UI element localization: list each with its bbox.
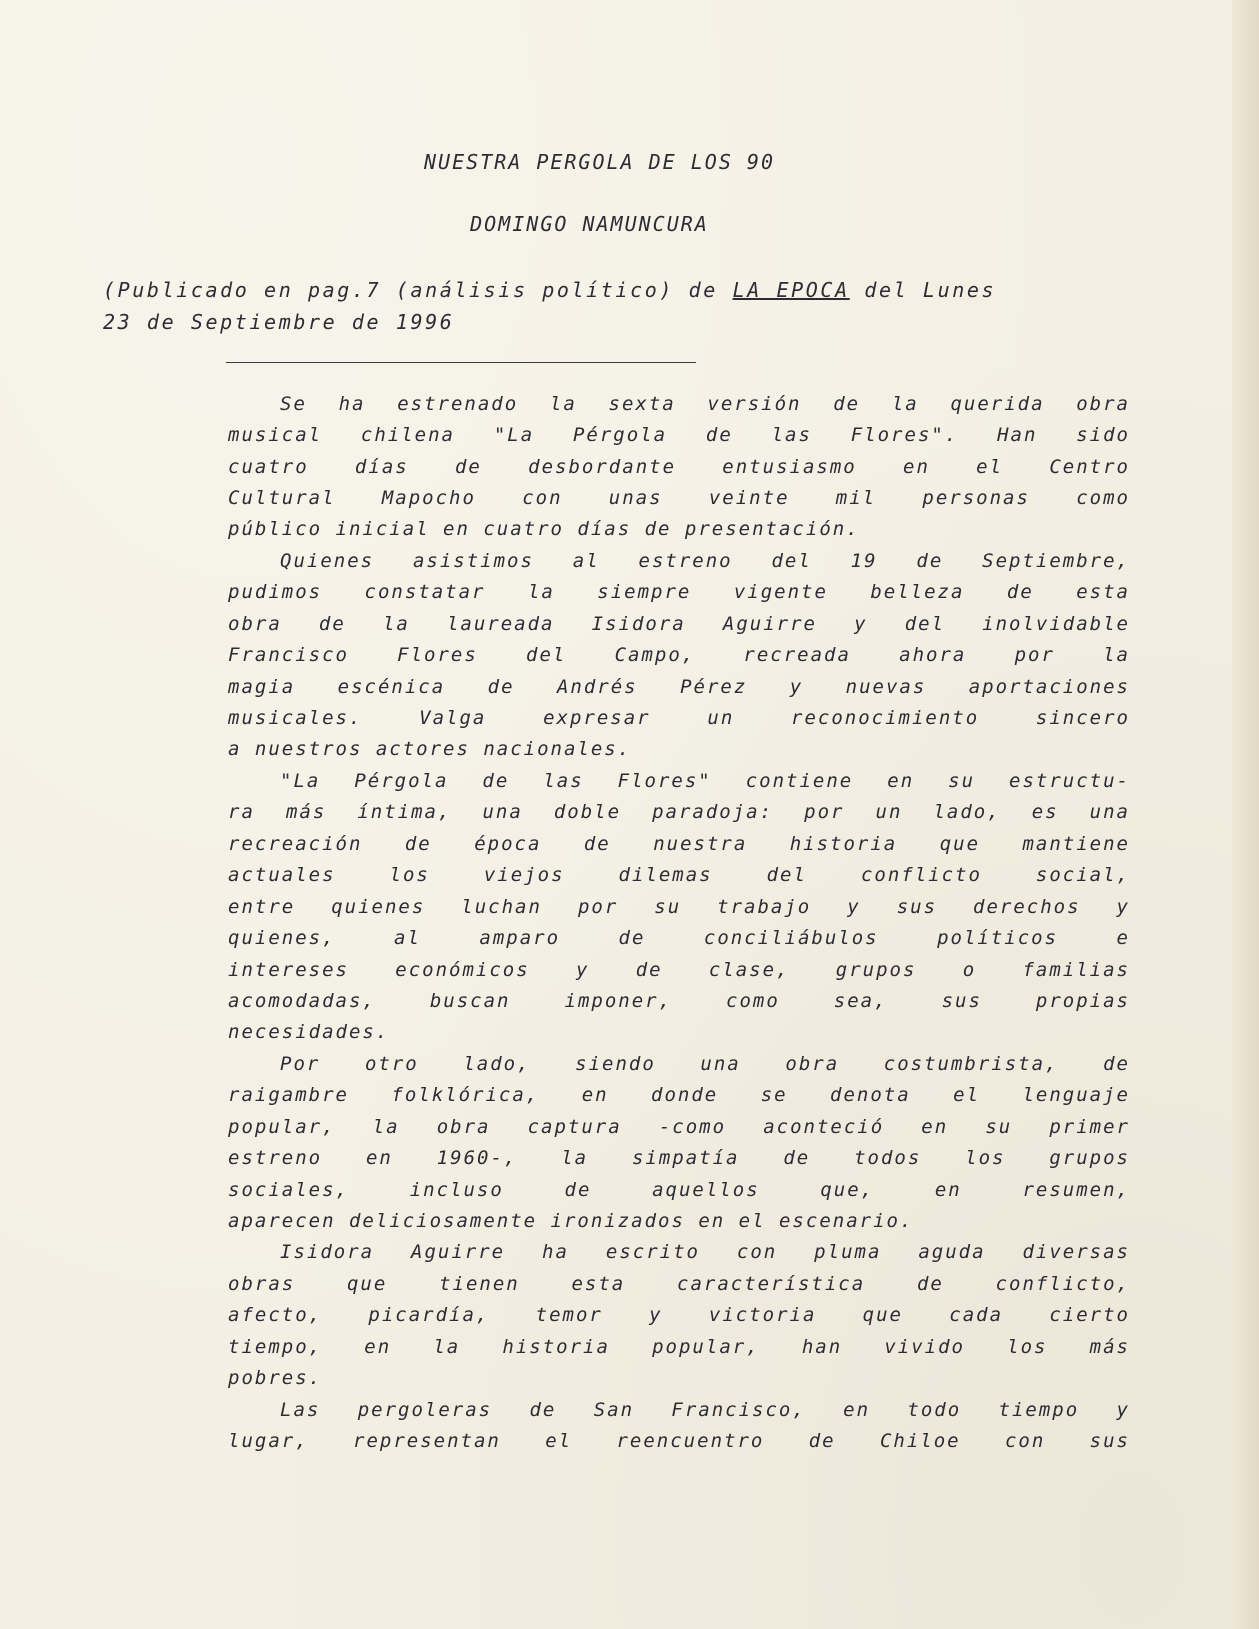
body-line: Por otro lado, siendo una obra costumbrista, de (280, 1053, 1130, 1075)
body-line: sociales, incluso de aquellos que, en resumen, (228, 1179, 1130, 1201)
document-author: DOMINGO NAMUNCURA (470, 212, 709, 236)
body-line: estreno en 1960-, la simpatía de todos los grupos (228, 1147, 1130, 1169)
body-line: quienes, al amparo de conciliábulos políticos e (228, 927, 1130, 949)
body-line: tiempo, en la historia popular, han vivido los más (228, 1336, 1130, 1358)
body-line: popular, la obra captura -como aconteció en su primer (228, 1116, 1130, 1138)
body-line: actuales los viejos dilemas del conflicto social, (228, 864, 1130, 886)
separator-rule (226, 362, 696, 363)
body-line: Cultural Mapocho con unas veinte mil personas como (228, 487, 1130, 509)
body-line: raigambre folklórica, en donde se denota el lenguaje (228, 1084, 1130, 1106)
body-line: Isidora Aguirre ha escrito con pluma aguda diversas (280, 1241, 1130, 1263)
body-line: Se ha estrenado la sexta versión de la querida obra (280, 393, 1130, 415)
body-line: "La Pérgola de las Flores" contiene en su estructu- (280, 770, 1130, 792)
body-line: necesidades. (228, 1021, 390, 1043)
body-line: Quienes asistimos al estreno del 19 de Septiembre, (280, 550, 1130, 572)
body-line: magia escénica de Andrés Pérez y nuevas aportaciones (228, 676, 1130, 698)
body-line: acomodadas, buscan imponer, como sea, sus propias (228, 990, 1130, 1012)
body-line: a nuestros actores nacionales. (228, 738, 632, 760)
publication-date: 23 de Septiembre de 1996 (103, 310, 455, 334)
body-line: pobres. (228, 1367, 323, 1389)
body-line: musical chilena "La Pérgola de las Flores". Han sido (228, 424, 1130, 446)
body-line: afecto, picardía, temor y victoria que cada cierto (228, 1304, 1130, 1326)
body-line: cuatro días de desbordante entusiasmo en el Centro (228, 456, 1130, 478)
body-line: aparecen deliciosamente ironizados en el escenario. (228, 1210, 914, 1232)
body-line: Las pergoleras de San Francisco, en todo tiempo y (280, 1399, 1130, 1421)
body-line: público inicial en cuatro días de presentación. (228, 518, 860, 540)
page-edge (1232, 0, 1259, 1629)
body-line: recreación de época de nuestra historia que mantiene (228, 833, 1130, 855)
publication-source: LA EPOCA (732, 278, 850, 302)
publication-prefix: (Publicado en pag.7 (análisis político) de (103, 278, 733, 302)
body-line: pudimos constatar la siempre vigente belleza de esta (228, 581, 1130, 603)
publication-note (103, 278, 996, 302)
publication-suffix: del Lunes (849, 278, 997, 302)
body-line: ra más íntima, una doble paradoja: por un lado, es una (228, 801, 1130, 823)
body-line: entre quienes luchan por su trabajo y sus derechos y (228, 896, 1130, 918)
body-line: musicales. Valga expresar un reconocimiento sincero (228, 707, 1130, 729)
body-line: Francisco Flores del Campo, recreada ahora por la (228, 644, 1130, 666)
body-line: obras que tienen esta característica de conflicto, (228, 1273, 1130, 1295)
body-line: lugar, representan el reencuentro de Chiloe con sus (228, 1430, 1130, 1452)
body-line: obra de la laureada Isidora Aguirre y del inolvidable (228, 613, 1130, 635)
body-line: intereses económicos y de clase, grupos o familias (228, 959, 1130, 981)
document-title: NUESTRA PERGOLA DE LOS 90 (423, 150, 776, 174)
